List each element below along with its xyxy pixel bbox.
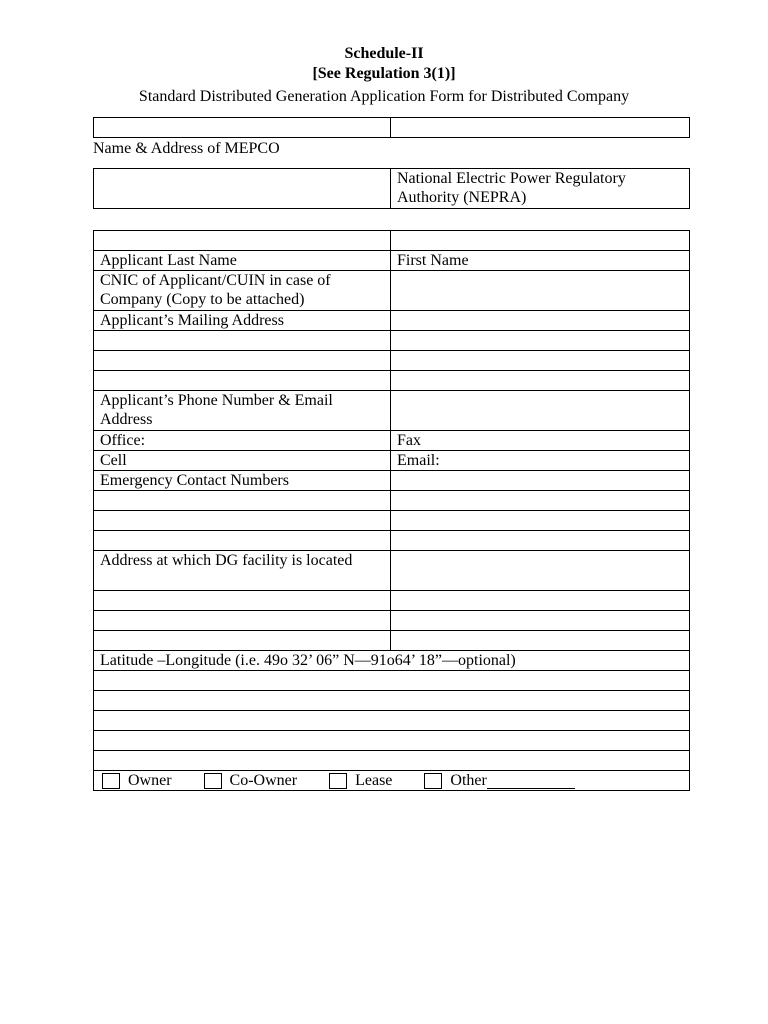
co-owner-label: Co-Owner <box>229 772 298 789</box>
lat-long-line[interactable] <box>94 671 690 691</box>
ownership-options <box>94 771 689 790</box>
mepco-label: Name & Address of MEPCO <box>93 140 280 157</box>
emergency-field[interactable] <box>391 471 690 491</box>
email-cell[interactable] <box>391 451 690 471</box>
lat-long-cell <box>94 651 690 671</box>
dg-address-line[interactable] <box>391 611 690 631</box>
cell-phone-cell[interactable] <box>94 451 391 471</box>
nepra-cell <box>391 169 690 209</box>
nepra-label: National Electric Power Regulatory Authority (NEPRA) <box>397 170 626 206</box>
mailing-address-line[interactable] <box>391 331 690 351</box>
emergency-line[interactable] <box>94 491 391 511</box>
emergency-cell <box>94 471 391 491</box>
blank-cell[interactable] <box>94 231 391 251</box>
blank-cell[interactable] <box>391 231 690 251</box>
co-owner-checkbox[interactable] <box>204 773 222 789</box>
fax-cell[interactable] <box>391 431 690 451</box>
lease-option[interactable] <box>329 771 392 790</box>
emergency-line[interactable] <box>391 511 690 531</box>
owner-checkbox[interactable] <box>102 773 120 789</box>
mailing-address-line[interactable] <box>94 331 391 351</box>
applicant-table <box>93 230 690 791</box>
mepco-address-field[interactable] <box>94 169 391 209</box>
mailing-address-cell <box>94 311 391 331</box>
emergency-label: Emergency Contact Numbers <box>100 472 289 489</box>
ownership-row <box>94 771 690 791</box>
dg-address-label: Address at which DG facility is located <box>100 552 353 569</box>
address-table <box>93 168 690 209</box>
cnic-field[interactable] <box>391 271 690 311</box>
owner-option[interactable] <box>102 771 172 790</box>
lat-long-line[interactable] <box>94 751 690 771</box>
blank-cell[interactable] <box>391 118 690 138</box>
mailing-address-field[interactable] <box>391 311 690 331</box>
dg-address-line[interactable] <box>391 591 690 611</box>
dg-address-line[interactable] <box>94 631 391 651</box>
emergency-line[interactable] <box>94 511 391 531</box>
phone-email-label: Applicant’s Phone Number & Email Address <box>100 392 333 428</box>
lat-long-line[interactable] <box>94 711 690 731</box>
form-title: Schedule-II <box>344 45 424 62</box>
other-blank-line[interactable] <box>487 773 575 789</box>
fax-label: Fax <box>397 432 421 449</box>
office-cell[interactable] <box>94 431 391 451</box>
lease-checkbox[interactable] <box>329 773 347 789</box>
regulation-reference: [See Regulation 3(1)] <box>312 65 456 82</box>
cnic-label: CNIC of Applicant/CUIN in case of Company (Copy to be attached) <box>100 272 331 308</box>
lat-long-line[interactable] <box>94 691 690 711</box>
emergency-line[interactable] <box>391 531 690 551</box>
dg-address-field[interactable] <box>391 551 690 591</box>
co-owner-option[interactable] <box>204 771 298 790</box>
mailing-address-line[interactable] <box>391 371 690 391</box>
other-label: Other <box>450 772 487 789</box>
dg-address-line[interactable] <box>391 631 690 651</box>
emergency-line[interactable] <box>94 531 391 551</box>
mailing-address-line[interactable] <box>94 371 391 391</box>
first-name-label: First Name <box>397 252 469 269</box>
mailing-address-line[interactable] <box>391 351 690 371</box>
last-name-label: Applicant Last Name <box>100 252 237 269</box>
top-blank-table <box>93 117 690 138</box>
dg-address-line[interactable] <box>94 591 391 611</box>
cell-label: Cell <box>100 452 127 469</box>
lat-long-line[interactable] <box>94 731 690 751</box>
lease-label: Lease <box>355 772 393 789</box>
first-name-cell[interactable] <box>391 251 690 271</box>
dg-address-line[interactable] <box>94 611 391 631</box>
phone-email-cell <box>94 391 391 431</box>
other-checkbox[interactable] <box>424 773 442 789</box>
email-label: Email: <box>397 452 440 469</box>
emergency-line[interactable] <box>391 491 690 511</box>
other-option[interactable] <box>424 771 574 790</box>
mailing-address-line[interactable] <box>94 351 391 371</box>
form-subtitle: Standard Distributed Generation Application Form for Distributed Company <box>138 88 630 105</box>
owner-label: Owner <box>128 772 172 789</box>
lat-long-label: Latitude –Longitude (i.e. 49o 32’ 06” N—91o64’ 18”—optional) <box>100 652 516 669</box>
office-label: Office: <box>100 432 146 449</box>
cnic-cell <box>94 271 391 311</box>
last-name-cell[interactable] <box>94 251 391 271</box>
blank-cell[interactable] <box>94 118 391 138</box>
mailing-address-label: Applicant’s Mailing Address <box>100 312 284 329</box>
dg-address-cell <box>94 551 391 591</box>
phone-email-field[interactable] <box>391 391 690 431</box>
